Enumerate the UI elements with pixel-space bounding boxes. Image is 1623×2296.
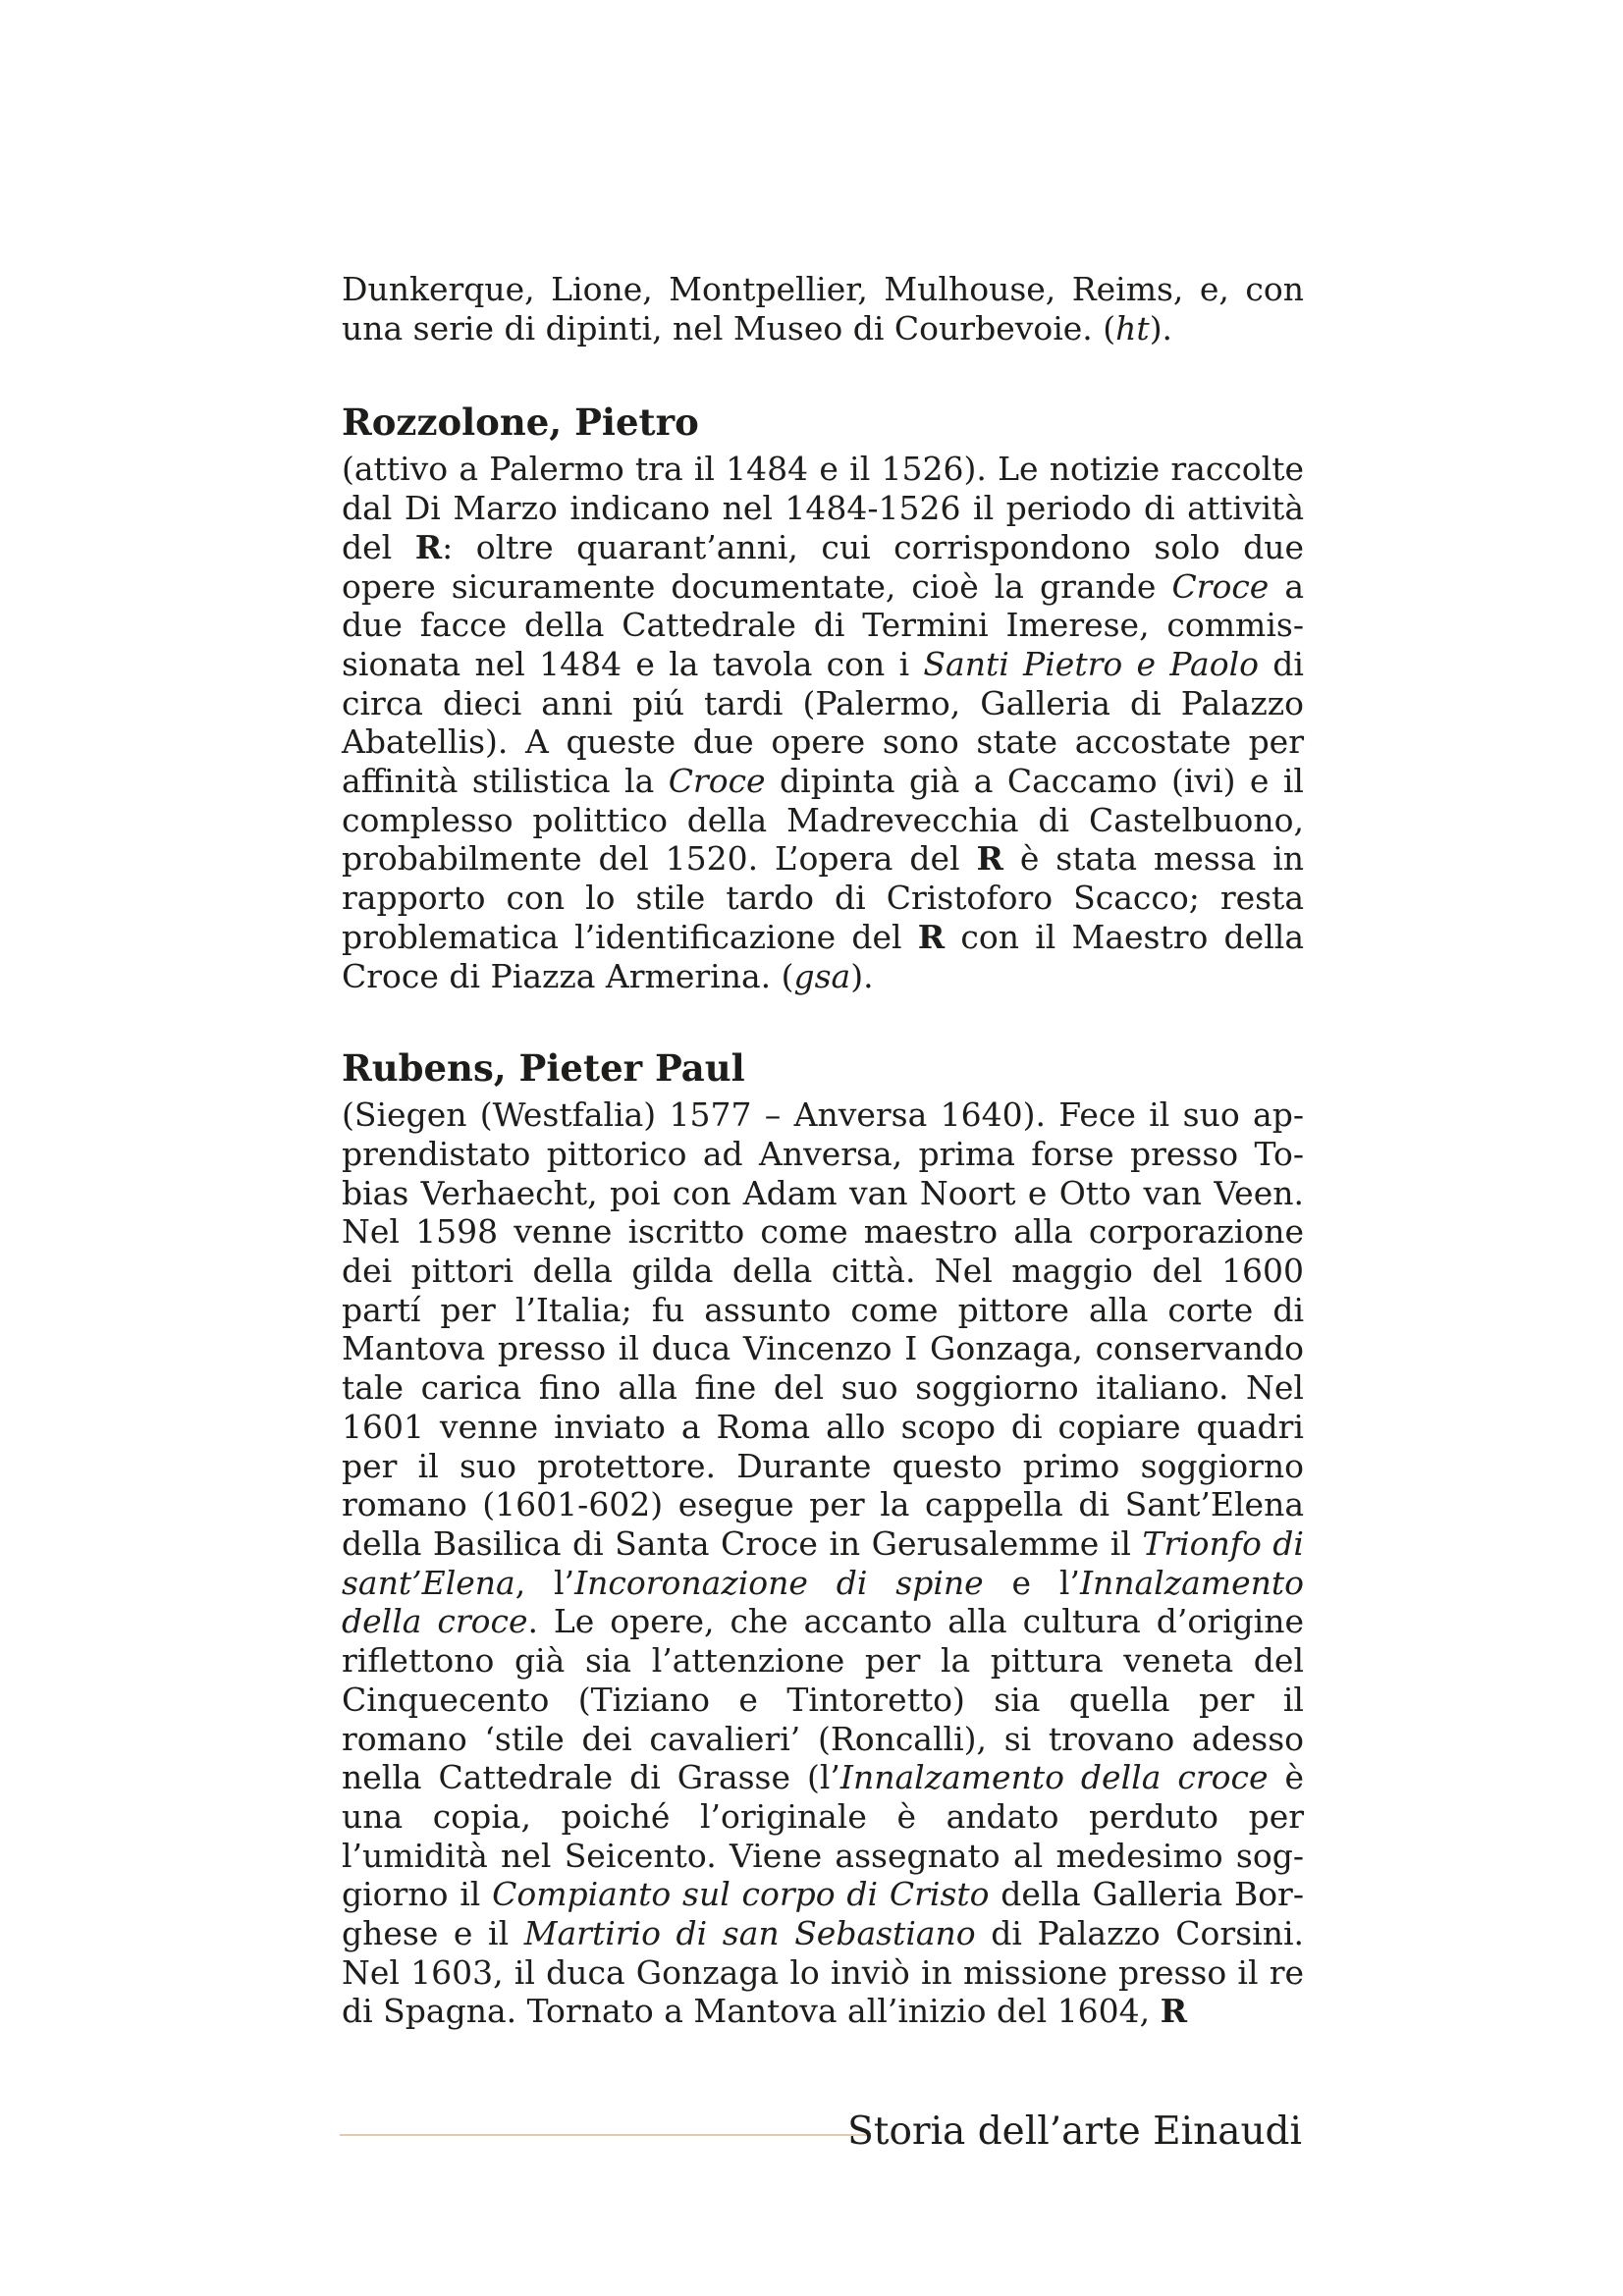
author-initials: gsa: [793, 956, 851, 995]
body-text: . Le opere, che accanto alla cultura d’origine riflettono già sia l’attenzione per la pittura veneta del Cinquecento (Tiziano e Tintoretto) sia quella per il romano ‘stile dei cavalieri’ (Roncalli), si trovano adesso nella Cattedrale di Grasse (l’: [342, 1602, 1305, 1797]
body-text: è una copia, poiché l’originale è andato perduto per l’umidità nel Seicento. Viene assegnato al medesimo soggiorno il: [342, 1758, 1304, 1914]
footer-rule: [340, 2134, 870, 2136]
intro-text-end: ).: [1149, 308, 1173, 347]
bold-abbrev: R: [1160, 1992, 1188, 2031]
bold-abbrev: R: [414, 527, 443, 566]
work-title: Martirio di san Sebastiano: [523, 1914, 976, 1953]
intro-paragraph: [342, 270, 1304, 347]
body-text: di Palazzo Corsini. Nel 1603, il duca Gonzaga lo inviò in missione presso il re di Spagna. Tornato a Mantova all’inizio del 1604,: [342, 1914, 1304, 2031]
page-body: [342, 270, 1304, 2031]
work-title: Innalzamento della croce: [839, 1758, 1269, 1797]
body-text: (attivo a Palermo tra il 1484 e il 1526). Le notizie raccolte dal Di Marzo indicano nel 1484-1526 il periodo di attività del: [342, 450, 1304, 566]
body-text: e l’: [983, 1563, 1080, 1602]
bold-abbrev: R: [917, 917, 946, 956]
body-text: (Siegen (Westfalia) 1577 – Anversa 1640). Fece il suo apprendistato pittorico ad Anversa, prima forse presso Tobias Verhaecht, poi con Adam van Noort e Otto van Veen. Nel 1598 venne iscritto come maestro alla corporazione dei pittori della gilda della città. Nel maggio del 1600 partí per l’Italia; fu assunto come pittore alla corte di Mantova presso il duca Vincenzo I Gonzaga, conservando tale carica fino alla fine del suo soggiorno italiano. Nel 1601 venne inviato a Roma allo scopo di copiare quadri per il suo protettore. Durante questo primo soggiorno romano (1601-602) esegue per la cappella di Sant’Elena della Basilica di Santa Croce in Gerusalemme il: [342, 1095, 1304, 1563]
entry-body-rubens: [342, 1095, 1304, 2031]
bold-abbrev: R: [976, 839, 1003, 879]
work-title: Compianto sul corpo di Cristo: [492, 1875, 990, 1914]
work-title: Croce: [1171, 566, 1270, 606]
work-title: Trionfo di sant’Elena: [342, 1523, 1304, 1602]
body-text: della Galleria Borghese e il: [342, 1875, 1304, 1953]
body-text: : oltre quarant’anni, cui corrispondono solo due opere sicuramente documentate, cioè la grande: [342, 527, 1304, 606]
author-initials: ht: [1115, 308, 1150, 347]
body-text: è stata messa in rapporto con lo stile tardo di Cristoforo Scacco; resta problematica l’identificazione del: [342, 839, 1305, 956]
footer-publication: Storia dell’arte Einaudi: [847, 2109, 1302, 2154]
body-text: con il Maestro della Croce di Piazza Armerina. (: [342, 917, 1304, 995]
work-title: Innalzamento della croce: [342, 1563, 1304, 1641]
body-text: di circa dieci anni piú tardi (Palermo, Galleria di Palazzo Abatellis). A queste due opere sono state accostate per affinità stilistica la: [342, 644, 1304, 801]
entry-body-rozzolone: [342, 450, 1304, 995]
body-text: ).: [850, 956, 874, 995]
entry-title-rozzolone: Rozzolone, Pietro: [342, 400, 699, 445]
body-text: , l’: [514, 1563, 575, 1602]
body-text: dipinta già a Caccamo (ivi) e il complesso polittico della Madrevecchia di Castelbuono, probabilmente del 1520. L’opera del: [342, 762, 1304, 879]
entry-title-rubens: Rubens, Pieter Paul: [342, 1046, 745, 1091]
work-title: Santi Pietro e Paolo: [923, 644, 1260, 683]
intro-text: Dunkerque, Lione, Montpellier, Mulhouse, Reims, e, con una serie di dipinti, nel Museo di Courbevoie. (: [342, 270, 1304, 347]
body-text: a due facce della Cattedrale di Termini Imerese, commissionata nel 1484 e la tavola con i: [342, 566, 1305, 683]
work-title: Croce: [668, 762, 766, 801]
work-title: Incoronazione di spine: [574, 1563, 984, 1602]
